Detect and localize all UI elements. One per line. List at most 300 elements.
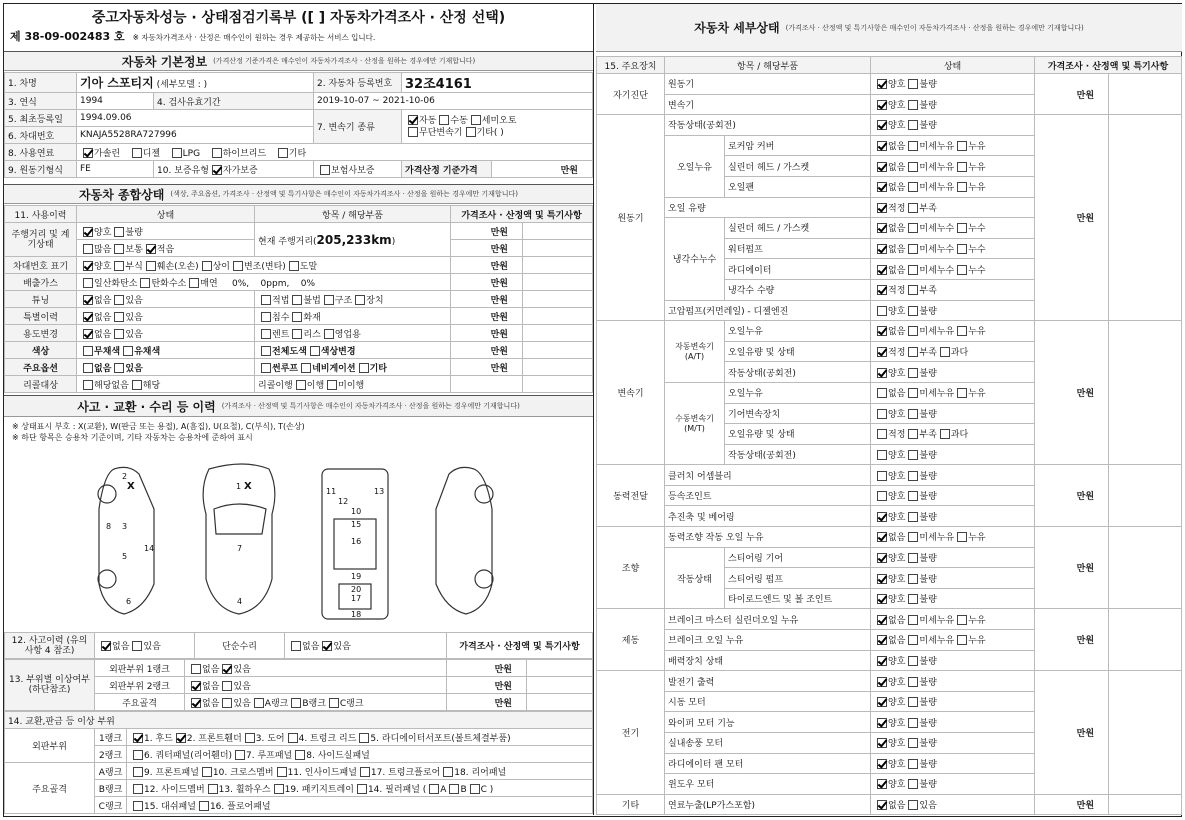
checkbox[interactable]	[359, 733, 369, 743]
opt-label: B	[460, 784, 467, 795]
opt-label: 불량	[125, 227, 143, 238]
checkbox[interactable]	[114, 244, 124, 254]
state	[871, 465, 1035, 486]
checkbox[interactable]	[908, 203, 918, 213]
checkbox[interactable]	[908, 265, 918, 275]
checkbox[interactable]	[908, 450, 918, 460]
option-opts	[77, 359, 255, 376]
checkbox[interactable]	[133, 801, 143, 811]
opt-label: 보통	[125, 244, 143, 255]
checkbox[interactable]	[212, 165, 222, 175]
checkbox[interactable]	[296, 380, 306, 390]
checkbox[interactable]	[908, 635, 918, 645]
checkbox[interactable]	[908, 697, 918, 707]
checkbox[interactable]	[877, 677, 887, 687]
checkbox[interactable]	[908, 718, 918, 728]
year-label: 3. 연식	[5, 93, 77, 110]
checkbox[interactable]	[114, 312, 124, 322]
item: 작동상태(공회전)	[725, 444, 871, 465]
checkbox[interactable]	[908, 141, 918, 151]
checkbox[interactable]	[877, 100, 887, 110]
checkbox[interactable]	[83, 227, 93, 237]
checkbox[interactable]	[877, 429, 887, 439]
checkbox[interactable]	[254, 698, 264, 708]
opt-label: 19. 패키지트레이	[284, 784, 354, 795]
checkbox[interactable]	[172, 148, 182, 158]
checkbox[interactable]	[278, 148, 288, 158]
checkbox[interactable]	[877, 512, 887, 522]
checkbox[interactable]	[908, 512, 918, 522]
checkbox[interactable]	[908, 656, 918, 666]
checkbox[interactable]	[359, 363, 369, 373]
opt-label: 누유	[968, 162, 986, 173]
checkbox[interactable]	[908, 677, 918, 687]
checkbox[interactable]	[83, 329, 93, 339]
item: 냉각수 수량	[725, 279, 871, 300]
checkbox[interactable]	[877, 285, 887, 295]
checkbox[interactable]	[877, 223, 887, 233]
opt-label: 있음	[919, 801, 937, 812]
checkbox[interactable]	[470, 784, 480, 794]
opt-label: C랭크	[339, 698, 364, 709]
checkbox[interactable]	[877, 615, 887, 625]
checkbox[interactable]	[908, 779, 918, 789]
checkbox[interactable]	[146, 261, 156, 271]
checkbox[interactable]	[233, 261, 243, 271]
simple-label: 단순수리	[195, 633, 285, 659]
opt-label: 미세누유	[919, 533, 955, 544]
mark-4: 4	[237, 597, 243, 606]
valid-label: 4. 검사유효기간	[154, 93, 314, 110]
checkbox[interactable]	[877, 594, 887, 604]
price-base-unit: 만원	[492, 161, 593, 178]
checkbox[interactable]	[292, 329, 302, 339]
checkbox[interactable]	[908, 285, 918, 295]
checkbox[interactable]	[908, 244, 918, 254]
state	[871, 506, 1035, 527]
checkbox[interactable]	[133, 750, 143, 760]
checkbox[interactable]	[908, 594, 918, 604]
opt-label: 해당	[142, 380, 161, 391]
checkbox[interactable]	[261, 346, 271, 356]
opt-label: 양호	[888, 471, 906, 482]
h-history: 11. 사용이력	[5, 206, 77, 223]
mark-19: 19	[351, 572, 362, 581]
checkbox[interactable]	[466, 127, 476, 137]
checkbox[interactable]	[408, 127, 418, 137]
checkbox[interactable]	[261, 363, 271, 373]
opt-label: 과다	[950, 348, 969, 359]
engine-label: 9. 원동기형식	[5, 161, 77, 178]
checkbox[interactable]	[83, 380, 93, 390]
unit: 만원	[451, 308, 523, 325]
checkbox[interactable]	[877, 203, 887, 213]
checkbox[interactable]	[908, 347, 918, 357]
checkbox[interactable]	[235, 750, 245, 760]
checkbox[interactable]	[908, 738, 918, 748]
opt-label: 불량	[919, 574, 937, 585]
opt-label: 없음	[888, 224, 906, 235]
opt-label: 불량	[919, 368, 937, 379]
checkbox[interactable]	[957, 532, 967, 542]
h-item: 항목 / 해당부품	[255, 206, 451, 223]
unit: 만원	[1035, 671, 1109, 795]
opt-label: 미세누유	[919, 389, 955, 400]
checkbox[interactable]	[310, 346, 320, 356]
checkbox[interactable]	[329, 698, 339, 708]
checkbox[interactable]	[877, 450, 887, 460]
checkbox[interactable]	[908, 759, 918, 769]
state	[871, 753, 1035, 774]
opt-label: 적정	[888, 348, 906, 359]
checkbox[interactable]	[908, 162, 918, 172]
item: 와이퍼 모터 기능	[665, 712, 871, 733]
checkbox[interactable]	[289, 261, 299, 271]
tuning-opts2	[255, 291, 451, 308]
mark-8: 8	[106, 522, 112, 531]
checkbox[interactable]	[132, 641, 142, 651]
checkbox[interactable]	[291, 641, 301, 651]
checkbox[interactable]	[940, 347, 950, 357]
checkbox[interactable]	[123, 346, 133, 356]
mark-5: 5	[122, 552, 128, 561]
opt-label: 부족	[919, 430, 937, 441]
use-opts2	[255, 325, 451, 342]
checkbox[interactable]	[908, 800, 918, 810]
checkbox[interactable]	[940, 429, 950, 439]
opt-label: 미세누수	[919, 224, 955, 235]
overall-note: (색상, 주요옵션, 가격조사 · 산정액 및 특기사항은 매수인이 자동차가격조사 · 산정을 원하는 경우에만 기재합니다)	[170, 190, 518, 198]
checkbox[interactable]	[191, 664, 201, 674]
opt-label: 기타	[369, 363, 387, 374]
checkbox[interactable]	[83, 295, 93, 305]
opt-label: 양호	[888, 306, 906, 317]
opt-label: 양호	[94, 227, 112, 238]
checkbox[interactable]	[132, 380, 142, 390]
unit: 만원	[1035, 465, 1109, 527]
checkbox[interactable]	[357, 784, 367, 794]
checkbox[interactable]	[877, 697, 887, 707]
checkbox[interactable]	[83, 363, 93, 373]
checkbox[interactable]	[908, 615, 918, 625]
opt-label: 불량	[919, 492, 937, 503]
car-name: 기아 스포티지	[80, 76, 154, 90]
opt-label: 불량	[919, 450, 937, 461]
h-price: 가격조사 · 산정액 및 특기사항	[447, 633, 593, 659]
state	[871, 341, 1035, 362]
checkbox[interactable]	[957, 615, 967, 625]
opt-label: 하이브리드	[222, 148, 267, 159]
checkbox[interactable]	[877, 79, 887, 89]
checkbox[interactable]	[261, 312, 271, 322]
opt-label: 이행	[306, 380, 325, 391]
checkbox[interactable]	[133, 733, 143, 743]
checkbox[interactable]	[83, 312, 93, 322]
r1-label: 외판부위 1랭크	[95, 660, 185, 677]
opt-label: 없음	[112, 642, 130, 652]
opt-label: 불량	[919, 780, 937, 791]
checkbox[interactable]	[908, 532, 918, 542]
checkbox[interactable]	[957, 162, 967, 172]
r1-opts	[185, 660, 447, 677]
opt-label: 있음	[125, 363, 143, 374]
checkbox[interactable]	[957, 244, 967, 254]
checkbox[interactable]	[191, 698, 201, 708]
checkbox[interactable]	[908, 388, 918, 398]
checkbox[interactable]	[908, 182, 918, 192]
opt-label: 미세누유	[919, 327, 955, 338]
checkbox[interactable]	[176, 733, 186, 743]
checkbox[interactable]	[291, 698, 301, 708]
opt-label: 탄화수소	[151, 278, 187, 289]
checkbox[interactable]	[908, 223, 918, 233]
checkbox[interactable]	[83, 278, 93, 288]
checkbox[interactable]	[877, 265, 887, 275]
checkbox[interactable]	[222, 664, 232, 674]
mileage-opts1	[77, 223, 255, 240]
opt-label: 렌트	[272, 329, 290, 340]
checkbox[interactable]	[877, 244, 887, 254]
checkbox[interactable]	[322, 641, 332, 651]
item: 실내송풍 모터	[665, 733, 871, 754]
checkbox[interactable]	[908, 326, 918, 336]
mark-15: 15	[351, 520, 362, 529]
checkbox[interactable]	[324, 295, 334, 305]
checkbox[interactable]	[133, 784, 143, 794]
checkbox[interactable]	[908, 491, 918, 501]
checkbox[interactable]	[908, 306, 918, 316]
checkbox[interactable]	[957, 388, 967, 398]
checkbox[interactable]	[429, 784, 439, 794]
opt-label: 디젤	[142, 148, 161, 159]
checkbox[interactable]	[877, 656, 887, 666]
checkbox[interactable]	[212, 148, 222, 158]
opt-label: 11. 인사이드패널	[287, 767, 357, 778]
checkbox[interactable]	[957, 635, 967, 645]
checkbox[interactable]	[295, 750, 305, 760]
opt-label: 누유	[968, 389, 986, 400]
opt-label: 양호	[888, 739, 906, 750]
checkbox[interactable]	[189, 278, 199, 288]
checkbox[interactable]	[288, 733, 298, 743]
checkbox[interactable]	[408, 115, 418, 125]
opt-label: 미세누유	[919, 636, 955, 647]
checkbox[interactable]	[877, 368, 887, 378]
rank2-label: 2랭크	[95, 746, 127, 763]
checkbox[interactable]	[908, 368, 918, 378]
opt-label: 리스	[303, 329, 321, 340]
checkbox[interactable]	[133, 767, 143, 777]
state	[871, 444, 1035, 465]
price-base-label: 가격산정 기준가격	[402, 161, 492, 178]
opt-label: 미세누수	[919, 245, 955, 256]
checkbox[interactable]	[877, 779, 887, 789]
checkbox[interactable]	[202, 767, 212, 777]
checkbox[interactable]	[877, 491, 887, 501]
checkbox[interactable]	[908, 409, 918, 419]
checkbox[interactable]	[114, 363, 124, 373]
opt-label: 자동	[419, 115, 437, 126]
option-label: 주요옵션	[5, 359, 77, 376]
checkbox[interactable]	[877, 182, 887, 192]
checkbox[interactable]	[274, 784, 284, 794]
item: 동력조향 작동 오일 누유	[665, 527, 871, 548]
checkbox[interactable]	[877, 635, 887, 645]
checkbox[interactable]	[877, 718, 887, 728]
checkbox[interactable]	[471, 115, 481, 125]
item: 기어변속장치	[725, 403, 871, 424]
mark-1: 1	[236, 482, 242, 491]
checkbox[interactable]	[327, 380, 337, 390]
item: 브레이크 마스터 실린더오일 누유	[665, 609, 871, 630]
checkbox[interactable]	[908, 574, 918, 584]
checkbox[interactable]	[292, 312, 302, 322]
checkbox[interactable]	[292, 295, 302, 305]
overall-table	[4, 205, 593, 393]
checkbox[interactable]	[877, 120, 887, 130]
detail-section	[596, 4, 1182, 52]
accident-section	[4, 395, 593, 417]
rank1-items	[127, 729, 593, 746]
checkbox[interactable]	[908, 100, 918, 110]
opt-label: 없음	[888, 265, 906, 276]
opt-label: 많음	[94, 244, 112, 255]
opt-label: 누수	[968, 224, 986, 235]
checkbox[interactable]	[261, 329, 271, 339]
opt-label: 양호	[888, 595, 906, 606]
checkbox[interactable]	[957, 141, 967, 151]
doc-no: 제 38-09-002483 호	[10, 30, 125, 43]
item: 오일누유	[725, 382, 871, 403]
checkbox[interactable]	[877, 141, 887, 151]
checkbox[interactable]	[877, 162, 887, 172]
opt-label: 부족	[919, 286, 937, 297]
checkbox[interactable]	[202, 261, 212, 271]
opt-label: 색상변경	[320, 346, 356, 357]
checkbox[interactable]	[877, 553, 887, 563]
checkbox[interactable]	[114, 227, 124, 237]
checkbox[interactable]	[140, 278, 150, 288]
outer-label: 외판부위	[5, 729, 95, 763]
state	[871, 403, 1035, 424]
h-price: 가격조사 · 산정액 및 특기사항	[1035, 57, 1182, 74]
document-title: 중고자동차성능 · 상태점검기록부 ([ ] 자동차가격조사 · 산정 선택)	[91, 10, 506, 26]
checkbox[interactable]	[320, 165, 330, 175]
checkbox[interactable]	[277, 767, 287, 777]
checkbox[interactable]	[877, 738, 887, 748]
opt-label: 없음	[202, 681, 220, 692]
checkbox[interactable]	[877, 574, 887, 584]
checkbox[interactable]	[83, 346, 93, 356]
checkbox[interactable]	[877, 326, 887, 336]
year: 1994	[77, 93, 154, 110]
checkbox[interactable]	[877, 800, 887, 810]
checkbox[interactable]	[877, 532, 887, 542]
opt-label: 없음	[202, 698, 220, 709]
mark-2: 2	[122, 472, 128, 481]
checkbox[interactable]	[132, 148, 142, 158]
checkbox[interactable]	[83, 148, 93, 158]
use-label: 용도변경	[5, 325, 77, 342]
car-sub: (세부모델 : )	[156, 80, 208, 90]
unit: 만원	[451, 274, 523, 291]
unit: 만원	[447, 694, 527, 711]
opt-label: 없음	[888, 389, 906, 400]
checkbox[interactable]	[83, 261, 93, 271]
opt-label: 무채색	[94, 346, 121, 357]
checkbox[interactable]	[101, 641, 111, 651]
checkbox[interactable]	[877, 347, 887, 357]
trans-options	[402, 110, 593, 144]
checkbox[interactable]	[908, 471, 918, 481]
checkbox[interactable]	[146, 244, 156, 254]
checkbox[interactable]	[222, 681, 232, 691]
checkbox[interactable]	[957, 182, 967, 192]
mark-12: 12	[338, 497, 349, 506]
special-opts2	[255, 308, 451, 325]
checkbox[interactable]	[443, 767, 453, 777]
checkbox[interactable]	[877, 409, 887, 419]
checkbox[interactable]	[324, 329, 334, 339]
checkbox[interactable]	[877, 471, 887, 481]
emission-values: 0%, 0ppm, 0%	[231, 278, 316, 289]
checkbox[interactable]	[83, 244, 93, 254]
checkbox[interactable]	[191, 681, 201, 691]
checkbox[interactable]	[908, 79, 918, 89]
checkbox[interactable]	[114, 295, 124, 305]
checkbox[interactable]	[261, 295, 271, 305]
vin: KNAJA5528RA727996	[77, 127, 314, 144]
checkbox[interactable]	[449, 784, 459, 794]
checkbox[interactable]	[908, 429, 918, 439]
opt-label: 14. 필러패널 (	[367, 784, 427, 795]
item: 변속기	[665, 94, 871, 115]
state	[871, 630, 1035, 651]
state	[871, 671, 1035, 692]
opt-label: 양호	[888, 574, 906, 585]
checkbox[interactable]	[245, 733, 255, 743]
checkbox[interactable]	[908, 120, 918, 130]
checkbox[interactable]	[114, 261, 124, 271]
checkbox[interactable]	[355, 295, 365, 305]
opt-label: 누수	[968, 245, 986, 256]
checkbox[interactable]	[877, 306, 887, 316]
checkbox[interactable]	[957, 326, 967, 336]
checkbox[interactable]	[957, 265, 967, 275]
item: 스티어링 기어	[725, 547, 871, 568]
checkbox[interactable]	[957, 223, 967, 233]
valid-period: 2019-10-07 ~ 2021-10-06	[314, 93, 593, 110]
checkbox[interactable]	[908, 553, 918, 563]
item: 실린더 헤드 / 가스켓	[725, 218, 871, 239]
checkbox[interactable]	[360, 767, 370, 777]
checkbox[interactable]	[114, 329, 124, 339]
item: 오일팬	[725, 176, 871, 197]
opt-label: 양호	[888, 492, 906, 503]
checkbox[interactable]	[877, 759, 887, 769]
state	[871, 321, 1035, 342]
state	[871, 588, 1035, 609]
opt-label: 가솔린	[94, 148, 121, 159]
checkbox[interactable]	[301, 363, 311, 373]
opt-label: 불량	[919, 656, 937, 667]
checkbox[interactable]	[199, 801, 209, 811]
checkbox[interactable]	[439, 115, 449, 125]
checkbox[interactable]	[222, 698, 232, 708]
checkbox[interactable]	[208, 784, 218, 794]
checkbox[interactable]	[877, 388, 887, 398]
mark-20: 20	[351, 585, 362, 594]
